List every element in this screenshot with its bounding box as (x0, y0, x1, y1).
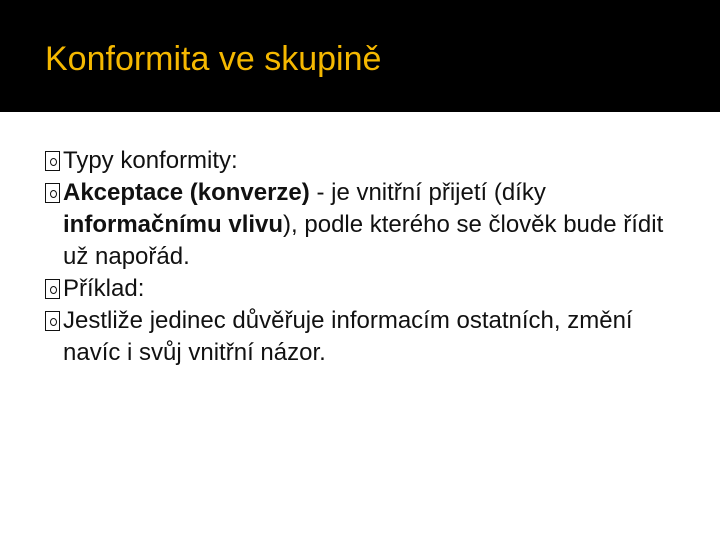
bullet-item (45, 177, 695, 273)
bullet-box-icon (45, 279, 60, 299)
bold-term: Akceptace (konverze) (63, 179, 310, 206)
slide-body (45, 145, 695, 369)
title-bar (0, 0, 720, 112)
bullet-text: Jestliže jedinec důvěřuje informacím ostatních, změní navíc i svůj vnitřní názor. (63, 307, 633, 366)
bullet-item (45, 305, 695, 369)
text-segment: - je vnitřní přijetí (díky (309, 179, 546, 206)
text-segment: ), podle kterého se člověk bude řídit už napořád. (63, 211, 664, 270)
bold-term: informačnímu vlivu (63, 211, 284, 238)
slide-title: Konformita ve skupině (45, 40, 382, 78)
bullet-box-icon (45, 151, 60, 171)
bullet-text (63, 177, 695, 273)
bullet-item (45, 273, 695, 305)
bullet-text: Typy konformity: (63, 147, 238, 174)
bullet-item (45, 145, 695, 177)
bullet-box-icon (45, 311, 60, 331)
bullet-box-icon (45, 183, 60, 203)
bullet-text: Příklad: (63, 275, 145, 302)
